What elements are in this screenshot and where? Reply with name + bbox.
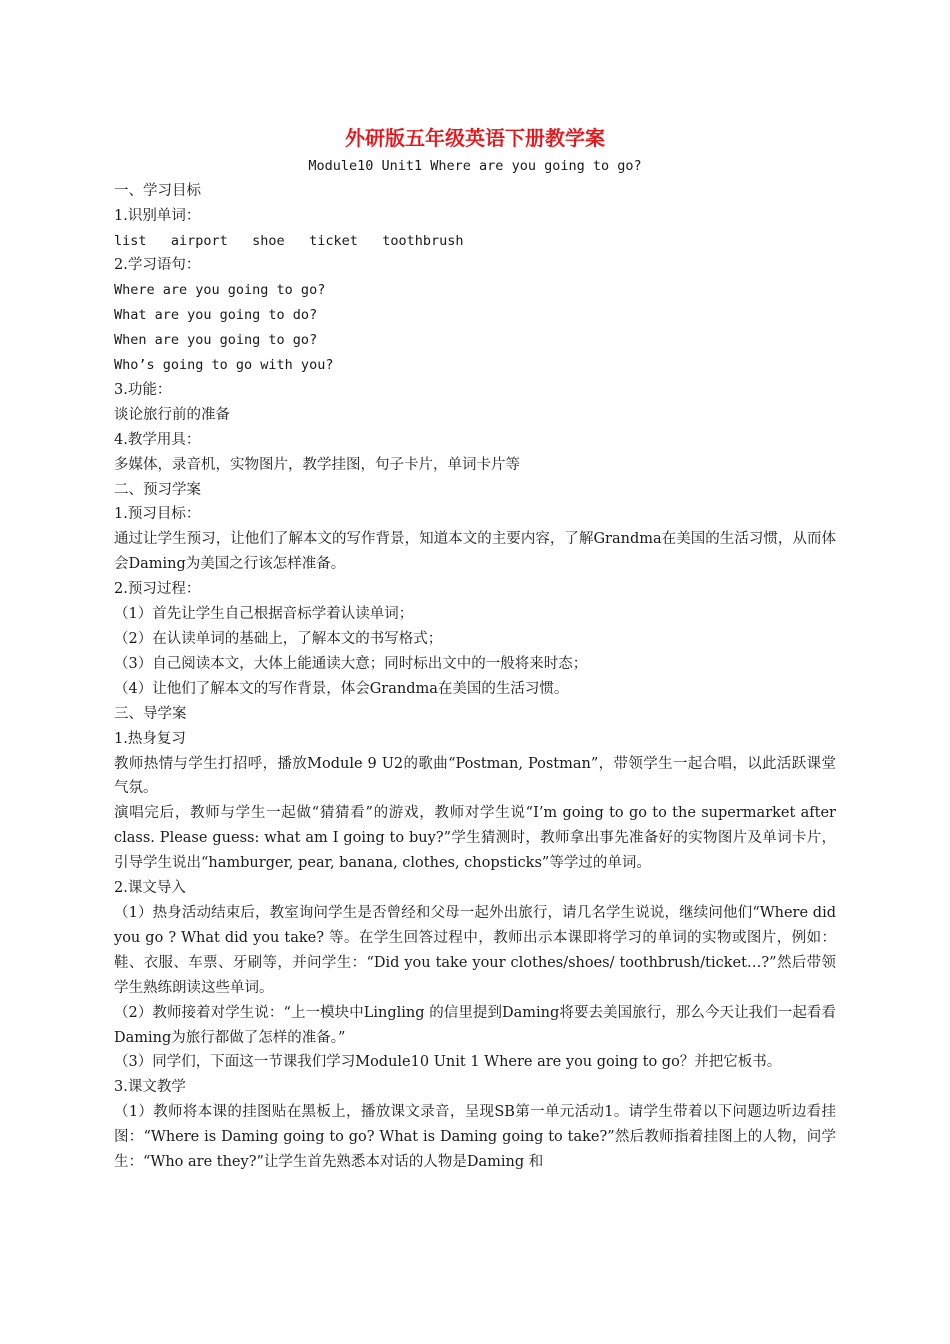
- text-line: 谈论旅行前的准备: [114, 406, 230, 423]
- text-line: 2.预习过程：: [114, 581, 201, 598]
- text-line: When are you going to go?: [114, 332, 318, 349]
- paragraph: （2）教师接着对学生说：“上一模块中Lingling 的信里提到Daming将要去美国旅行，那么今天让我们一起看看Daming为旅行都做了怎样的准备。”: [114, 1004, 836, 1046]
- text-line: 1.热身复习: [114, 730, 186, 747]
- paragraph: 教师热情与学生打招呼，播放Module 9 U2的歌曲“Postman, Postman”，带领学生一起合唱，以此活跃课堂气氛。: [114, 755, 836, 797]
- document-text: [114, 179, 836, 1175]
- text-line: 2.学习语句：: [114, 257, 201, 274]
- paragraph: 演唱完后，教师与学生一起做“猜猜看”的游戏，教师对学生说“I’m going to go to the supermarket after class. Please guess: what am I going to buy?”学生猜测时，教师拿出事先准备好的实物图片及单词卡片，引导学生说出“hamburger, pear, banana, clothes, chopsticks”等学过的单词。: [114, 805, 836, 872]
- text-line: （4）让他们了解本文的写作背景，体会Grandma在美国的生活习惯。: [114, 680, 569, 697]
- text-line: （2）在认读单词的基础上，了解本文的书写格式；: [114, 631, 443, 648]
- text-line: Where are you going to go?: [114, 282, 326, 299]
- text-line: 4.教学用具：: [114, 431, 201, 448]
- text-line: 二、预习学案: [114, 481, 201, 498]
- document-subtitle: Module10 Unit1 Where are you going to go?: [308, 158, 642, 174]
- text-line: 2.课文导入: [114, 880, 186, 897]
- text-line: 一、学习目标: [114, 182, 201, 199]
- paragraph: （3）同学们，下面这一节课我们学习Module10 Unit 1 Where are you going to go？并把它板书。: [114, 1054, 782, 1071]
- text-line: 3.课文教学: [114, 1079, 186, 1096]
- text-line: 三、导学案: [114, 705, 187, 722]
- document-body: [114, 124, 836, 1175]
- text-line: 1.预习目标：: [114, 506, 201, 523]
- paragraph: （1）教师将本课的挂图贴在黑板上，播放课文录音，呈现SB第一单元活动1。请学生带着以下问题边听边看挂图：“Where is Daming going to go? What is Daming going to take?”然后教师指着挂图上的人物，问学生：“Who are they?”让学生首先熟悉本对话的人物是Daming 和: [114, 1104, 836, 1171]
- paragraph: （1）热身活动结束后，教室询问学生是否曾经和父母一起外出旅行，请几名学生说说，继续问他们“Where did you go ? What did you take? 等。在学生回答过程中，教师出示本课即将学习的单词的实物或图片，例如：鞋、衣服、车票、牙刷等，并问学生：“Did you take your clothes/shoes/ toothbrush/ticket…?”然后带领学生熟练朗读这些单词。: [114, 904, 836, 996]
- text-line: list airport shoe ticket toothbrush: [114, 232, 464, 249]
- text-line: 3.功能：: [114, 381, 172, 398]
- text-line: 多媒体，录音机，实物图片，教学挂图，句子卡片，单词卡片等: [114, 456, 520, 473]
- text-line: What are you going to do?: [114, 307, 318, 324]
- document-title: 外研版五年级英语下册教学案: [345, 126, 605, 150]
- text-line: （1）首先让学生自己根据音标学着认读单词；: [114, 606, 414, 623]
- text-line: （3）自己阅读本文，大体上能通读大意；同时标出文中的一般将来时态；: [114, 655, 588, 672]
- paragraph: 通过让学生预习，让他们了解本文的写作背景，知道本文的主要内容，了解Grandma在美国的生活习惯，从而体会Daming为美国之行该怎样准备。: [114, 531, 836, 573]
- text-line: 1.识别单词：: [114, 207, 201, 224]
- text-line: Who’s going to go with you?: [114, 357, 334, 374]
